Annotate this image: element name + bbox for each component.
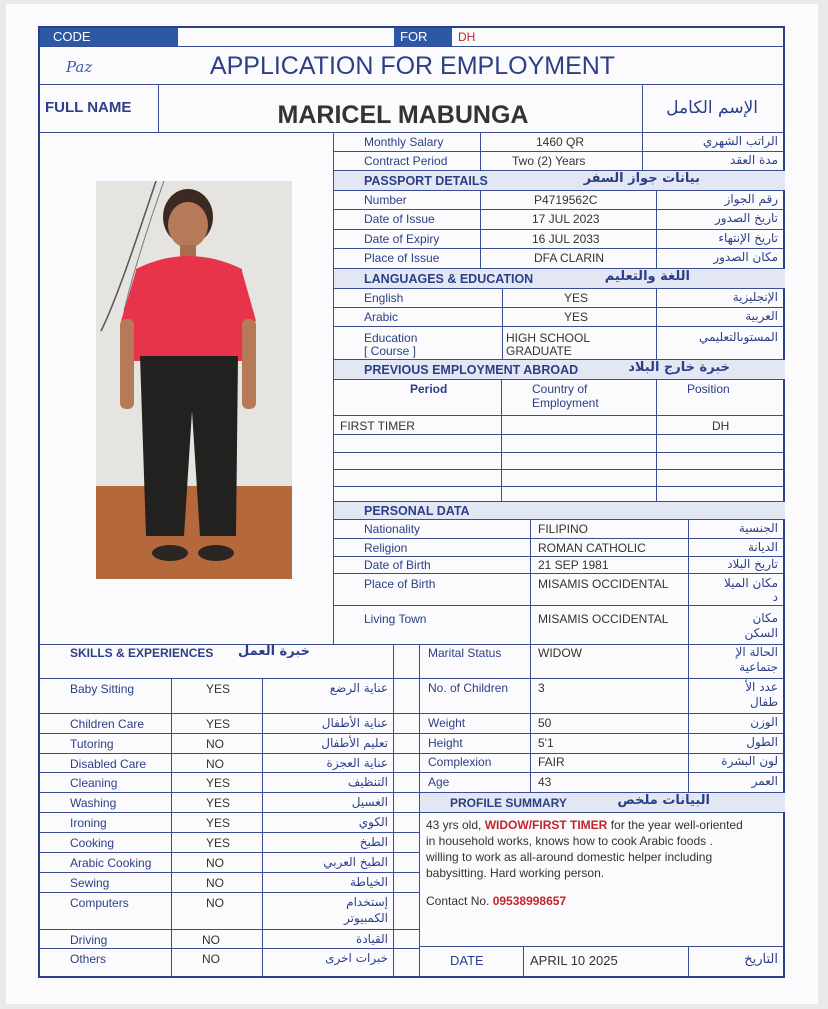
- employment-section-arabic: خبرة خارج البلاد: [628, 360, 730, 375]
- passport-number-arabic: رقم الجواز: [724, 192, 778, 206]
- skill-label: Arabic Cooking: [70, 856, 152, 870]
- full-name-arabic: الإسم الكامل: [666, 98, 758, 118]
- skill-arabic: تعليم الأطفال: [321, 736, 388, 750]
- profile-line3: willing to work as all-around domestic helper including: [426, 850, 713, 864]
- contact-line: Contact No. 09538998657: [426, 894, 567, 908]
- skill-value: YES: [206, 717, 231, 731]
- english-arabic: الإنجليزية: [732, 290, 778, 304]
- passport-section-arabic: بيانات جواز السفر: [583, 171, 700, 186]
- col-country-line1: Country of: [532, 382, 588, 396]
- passport-number-label: Number: [364, 193, 407, 207]
- complexion-label: Complexion: [428, 755, 492, 769]
- col-period: Period: [410, 382, 448, 396]
- skill-label: Ironing: [70, 816, 107, 830]
- weight-arabic: الوزن: [750, 715, 778, 729]
- arabic-label: Arabic: [364, 310, 399, 324]
- date-label: DATE: [450, 953, 484, 968]
- skill-value: YES: [206, 682, 231, 696]
- weight-label: Weight: [428, 716, 466, 730]
- skill-label: Cooking: [70, 836, 115, 850]
- living-town-arabic-line2: السكن: [744, 626, 778, 640]
- religion-label: Religion: [364, 541, 408, 555]
- dob-label: Date of Birth: [364, 558, 431, 572]
- skill-arabic: الغسيل: [351, 795, 388, 809]
- marital-arabic-line2: جتماعية: [739, 660, 778, 674]
- profile-section-arabic: البيانات ملخص: [617, 793, 710, 808]
- skills-section-title: SKILLS & EXPERIENCES: [70, 646, 214, 660]
- marital-value: WIDOW: [538, 646, 582, 660]
- applicant-photo: [96, 181, 292, 579]
- passport-expiry-arabic: تاريخ الإنتهاء: [718, 231, 778, 245]
- profile-line1: 43 yrs old, WIDOW/FIRST TIMER for the year well-oriented: [426, 818, 743, 832]
- col-position: Position: [687, 382, 730, 396]
- for-value: DH: [458, 30, 476, 44]
- nationality-label: Nationality: [364, 522, 421, 536]
- passport-place-label: Place of Issue: [364, 251, 440, 265]
- skill-label: Tutoring: [70, 737, 114, 751]
- skill-value: NO: [206, 856, 224, 870]
- pob-arabic-line2: د: [772, 590, 778, 604]
- dob-value: 21 SEP 1981: [538, 558, 609, 572]
- full-name-value: MARICEL MABUNGA: [277, 101, 529, 129]
- applicant-photo-illustration: [96, 181, 292, 579]
- height-value: 5'1: [538, 736, 554, 750]
- nationality-arabic: الجنسية: [738, 521, 778, 535]
- skill-arabic-line2: الكمبيوتر: [344, 911, 388, 925]
- skill-value: YES: [206, 816, 231, 830]
- skill-label: Washing: [70, 796, 117, 810]
- skill-label: Sewing: [70, 876, 110, 890]
- skill-value: YES: [206, 836, 231, 850]
- passport-issue-value: 17 JUL 2023: [532, 212, 600, 226]
- full-name-label: FULL NAME: [45, 99, 132, 116]
- education-value-line1: HIGH SCHOOL: [506, 331, 591, 345]
- skill-label: Driving: [70, 933, 108, 947]
- education-course-label: [ Course ]: [364, 344, 417, 358]
- education-arabic: المستوىالتعليمي: [698, 330, 778, 344]
- skill-value: NO: [206, 876, 224, 890]
- passport-place-value: DFA CLARIN: [534, 251, 605, 265]
- skill-arabic: القيادة: [356, 932, 388, 946]
- marital-arabic-line1: الحالة الإ: [735, 645, 778, 659]
- english-value: YES: [564, 291, 589, 305]
- passport-number-value: P4719562C: [534, 193, 598, 207]
- education-value-line2: GRADUATE: [506, 344, 572, 358]
- dob-arabic: تاريخ البلاد: [727, 557, 778, 571]
- skill-arabic: إستخدام: [346, 895, 388, 909]
- passport-place-arabic: مكان الصدور: [713, 250, 778, 264]
- employment-section-title: PREVIOUS EMPLOYMENT ABROAD: [364, 363, 579, 377]
- contract-label: Contract Period: [364, 154, 448, 168]
- salary-label: Monthly Salary: [364, 135, 444, 149]
- skill-arabic: عناية الأطفال: [321, 716, 388, 730]
- religion-value: ROMAN CATHOLIC: [538, 541, 646, 555]
- marital-label: Marital Status: [428, 646, 502, 660]
- passport-section-title: PASSPORT DETAILS: [364, 174, 488, 188]
- complexion-arabic: لون البشرة: [721, 754, 778, 768]
- nationality-value: FILIPINO: [538, 522, 589, 536]
- employment-row1-period: FIRST TIMER: [340, 419, 415, 433]
- skill-arabic: عناية العجزة: [326, 756, 388, 770]
- children-arabic-line1: عدد الأ: [745, 680, 778, 694]
- height-arabic: الطول: [746, 735, 778, 749]
- children-arabic-line2: طفال: [750, 695, 778, 709]
- page-title: APPLICATION FOR EMPLOYMENT: [209, 52, 616, 80]
- skill-value: NO: [206, 737, 224, 751]
- skill-value: NO: [202, 952, 220, 966]
- for-label: FOR: [400, 29, 428, 44]
- pob-arabic-line1: مكان الميلا: [723, 576, 778, 590]
- code-label: CODE: [53, 29, 91, 44]
- education-label: Education: [364, 331, 418, 345]
- complexion-value: FAIR: [538, 755, 565, 769]
- skill-value: YES: [206, 796, 231, 810]
- contract-value: Two (2) Years: [512, 154, 586, 168]
- religion-arabic: الديانة: [747, 540, 778, 554]
- profile-section-title: PROFILE SUMMARY: [450, 796, 567, 810]
- living-town-label: Living Town: [364, 612, 427, 626]
- skill-label: Computers: [70, 896, 129, 910]
- skill-value: NO: [202, 933, 220, 947]
- skill-arabic: عناية الرضع: [329, 681, 388, 695]
- skill-arabic: الكوي: [358, 815, 388, 829]
- employment-row1-position: DH: [712, 419, 730, 433]
- date-arabic: التاريخ: [744, 952, 778, 967]
- children-value: 3: [538, 681, 545, 695]
- living-town-arabic-line1: مكان: [752, 611, 778, 625]
- skill-arabic: الطبخ العربي: [323, 855, 388, 869]
- salary-value: 1460 QR: [536, 135, 585, 149]
- skill-label: Cleaning: [70, 776, 118, 790]
- skill-value: YES: [206, 776, 231, 790]
- languages-section-arabic: اللغة والتعليم: [604, 269, 690, 284]
- contract-arabic: مدة العقد: [730, 153, 778, 167]
- passport-issue-arabic: تاريخ الصدور: [715, 211, 778, 225]
- skill-arabic: الطبخ: [359, 835, 388, 849]
- living-town-value: MISAMIS OCCIDENTAL: [538, 612, 669, 626]
- age-arabic: العمر: [751, 774, 778, 788]
- skill-value: NO: [206, 757, 224, 771]
- date-value: APRIL 10 2025: [530, 953, 618, 968]
- skills-section-arabic: خبرة العمل: [238, 644, 310, 659]
- salary-arabic: الراتب الشهري: [702, 134, 778, 148]
- skill-label: Baby Sitting: [70, 682, 135, 696]
- passport-expiry-value: 16 JUL 2033: [532, 232, 600, 246]
- age-label: Age: [428, 775, 450, 789]
- skill-label: Disabled Care: [70, 757, 147, 771]
- passport-expiry-label: Date of Expiry: [364, 232, 440, 246]
- skill-arabic: خبرات اخرى: [325, 951, 388, 965]
- languages-section-title: LANGUAGES & EDUCATION: [364, 272, 534, 286]
- application-form: [38, 26, 785, 978]
- skill-label: Children Care: [70, 717, 145, 731]
- arabic-arabic: العربية: [745, 309, 778, 323]
- handwritten-mark: Paz: [66, 58, 93, 76]
- english-label: English: [364, 291, 404, 305]
- profile-line2: in household works, knows how to cook Arabic foods .: [426, 834, 713, 848]
- pob-value: MISAMIS OCCIDENTAL: [538, 577, 669, 591]
- weight-value: 50: [538, 716, 552, 730]
- arabic-value: YES: [564, 310, 589, 324]
- passport-issue-label: Date of Issue: [364, 212, 435, 226]
- skill-arabic: التنظيف: [347, 775, 388, 789]
- skill-value: NO: [206, 896, 224, 910]
- skill-arabic: الخياطة: [350, 875, 388, 889]
- profile-line4: babysitting. Hard working person.: [426, 866, 605, 880]
- children-label: No. of Children: [428, 681, 509, 695]
- personal-section-title: PERSONAL DATA: [364, 504, 470, 518]
- height-label: Height: [428, 736, 463, 750]
- col-country-line2: Employment: [532, 396, 599, 410]
- age-value: 43: [538, 775, 552, 789]
- pob-label: Place of Birth: [364, 577, 436, 591]
- skill-label: Others: [70, 952, 107, 966]
